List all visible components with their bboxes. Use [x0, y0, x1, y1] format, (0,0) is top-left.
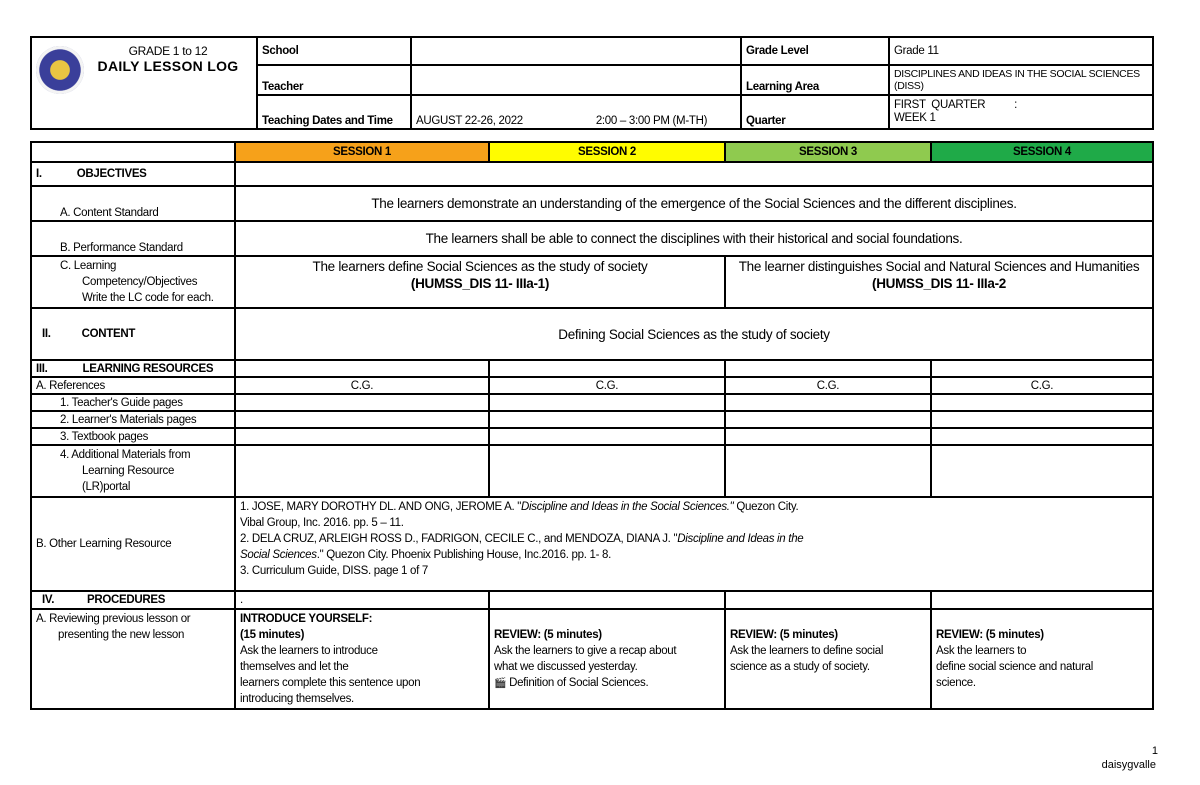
s4-line1: Ask the learners to [936, 645, 1027, 657]
tg-s2 [489, 394, 725, 411]
references-s4: C.G. [931, 377, 1153, 394]
lm-s4 [931, 411, 1153, 428]
content-value: Defining Social Sciences as the study of society [235, 308, 1153, 360]
other-resource-line3: 2. DELA CRUZ, ARLEIGH ROSS D., FADRIGON, CECILE C., and MENDOZA, DIANA J. "Discipline and Ideas in the [240, 533, 804, 545]
lc-label-line1: C. Learning [60, 260, 117, 272]
s3-line2: science as a study of society. [730, 661, 870, 673]
resources-s2 [489, 360, 725, 377]
lc-right-text: The learner distinguishes Social and Natural Sciences and Humanities [738, 259, 1140, 274]
lm-s2 [489, 411, 725, 428]
procedure-a-label [31, 609, 235, 709]
lc-left-text: The learners define Social Sciences as the study of society [312, 259, 648, 274]
objectives-num: I. [36, 168, 42, 180]
page-title: DAILY LESSON LOG [97, 58, 239, 74]
lc-left [235, 256, 725, 308]
am-line3: (LR)portal [82, 481, 131, 493]
deped-seal-icon [36, 46, 84, 94]
additional-materials-label [31, 445, 235, 497]
lc-left-code: (HUMSS_DIS 11- IIIa-1) [410, 276, 550, 291]
references-s3: C.G. [725, 377, 931, 394]
procedures-s4 [931, 591, 1153, 609]
s2-line3-text: Definition of Social Sciences. [509, 677, 649, 689]
s1-line2: themselves and let the [240, 661, 349, 673]
s2-line3 [494, 675, 720, 692]
content-standard-value: The learners demonstrate an understanding of the emergence of the Social Sciences and the different disciplines. [235, 186, 1153, 221]
learners-materials-label: 2. Learner's Materials pages [31, 411, 235, 428]
other-resource-line2: Vibal Group, Inc. 2016. pp. 5 – 11. [240, 517, 404, 529]
procedure-a-s2 [489, 609, 725, 709]
lc-label-line2: Competency/Objectives [82, 276, 198, 288]
s1-title: INTRODUCE YOURSELF: [240, 613, 373, 625]
references-s2: C.G. [489, 377, 725, 394]
resources-num: III. [36, 362, 48, 375]
objectives-blank [235, 162, 1153, 186]
s2-line2: what we discussed yesterday. [494, 661, 638, 673]
content-heading [31, 308, 235, 360]
grade-level-label: Grade Level [741, 37, 889, 65]
teachers-guide-label: 1. Teacher's Guide pages [31, 394, 235, 411]
grade-level-value: Grade 11 [889, 37, 1153, 65]
resources-s1 [235, 360, 489, 377]
resources-s4 [931, 360, 1153, 377]
s4-title: REVIEW: (5 minutes) [936, 629, 1044, 641]
learning-area-value: DISCIPLINES AND IDEAS IN THE SOCIAL SCIENCES (DISS) [889, 65, 1153, 95]
header-title-cell [31, 37, 257, 129]
resources-s3 [725, 360, 931, 377]
quarter-value: FIRST QUARTER : [894, 99, 1018, 111]
am-s2 [489, 445, 725, 497]
quarter-label: Quarter [741, 95, 889, 129]
other-resource-line4: Social Sciences." Quezon City. Phoenix Publishing House, Inc.2016. pp. 1- 8. [240, 549, 612, 561]
performance-standard-label: B. Performance Standard [31, 221, 235, 256]
resources-title: LEARNING RESOURCES [82, 362, 214, 375]
lc-right [725, 256, 1153, 308]
time-value: 2:00 – 3:00 PM (M-TH) [595, 115, 708, 127]
other-resource-label: B. Other Learning Resource [31, 497, 235, 591]
am-line1: 4. Additional Materials from [60, 449, 191, 461]
dates-cell [411, 95, 741, 129]
tb-s2 [489, 428, 725, 445]
session-2-header: SESSION 2 [489, 142, 725, 162]
s1-line3: learners complete this sentence upon [240, 677, 421, 689]
content-standard-label: A. Content Standard [31, 186, 235, 221]
other-resource-value [235, 497, 1153, 591]
tb-s4 [931, 428, 1153, 445]
references-s1: C.G. [235, 377, 489, 394]
clapperboard-icon: 🎬 [494, 678, 507, 689]
textbook-label: 3. Textbook pages [31, 428, 235, 445]
learning-area-label: Learning Area [741, 65, 889, 95]
dates-value: AUGUST 22-26, 2022 [416, 115, 523, 127]
performance-standard-value: The learners shall be able to connect the disciplines with their historical and social foundations. [235, 221, 1153, 256]
am-s4 [931, 445, 1153, 497]
am-s1 [235, 445, 489, 497]
s3-line1: Ask the learners to define social [730, 645, 884, 657]
grade-range: GRADE 1 to 12 [128, 44, 208, 58]
s1-time: (15 minutes) [240, 629, 305, 641]
procedures-s1: . [235, 591, 489, 609]
other-resource-line5: 3. Curriculum Guide, DISS. page 1 of 7 [240, 565, 429, 577]
session-1-header: SESSION 1 [235, 142, 489, 162]
session-3-header: SESSION 3 [725, 142, 931, 162]
session-4-header: SESSION 4 [931, 142, 1153, 162]
dates-label: Teaching Dates and Time [257, 95, 411, 129]
tg-s3 [725, 394, 931, 411]
teacher-label: Teacher [257, 65, 411, 95]
other-resource-line1: 1. JOSE, MARY DOROTHY DL. AND ONG, JEROME A. "Discipline and Ideas in the Social Sciences." Quezon City. [240, 501, 799, 513]
school-value [411, 37, 741, 65]
am-s3 [725, 445, 931, 497]
am-line2: Learning Resource [82, 465, 175, 477]
tb-s1 [235, 428, 489, 445]
s1-line4: introducing themselves. [240, 693, 354, 705]
procedures-heading [31, 591, 235, 609]
tg-s1 [235, 394, 489, 411]
objectives-title: OBJECTIVES [76, 168, 147, 180]
tb-s3 [725, 428, 931, 445]
lc-right-code: (HUMSS_DIS 11- IIIa-2 [872, 276, 1006, 291]
s2-title: REVIEW: (5 minutes) [494, 629, 602, 641]
s4-line3: science. [936, 677, 976, 689]
header-table [30, 36, 1154, 130]
school-label: School [257, 37, 411, 65]
procedures-title: PROCEDURES [87, 594, 166, 606]
references-label: A. References [31, 377, 235, 394]
lc-label [31, 256, 235, 308]
procedure-a-line1: A. Reviewing previous lesson or [36, 613, 191, 625]
s3-title: REVIEW: (5 minutes) [730, 629, 838, 641]
lesson-log-table [30, 141, 1154, 710]
quarter-cell [889, 95, 1153, 129]
footer-author: daisygvalle [1101, 759, 1156, 771]
objectives-heading [31, 162, 235, 186]
teacher-value [411, 65, 741, 95]
content-num: II. [42, 328, 51, 340]
procedures-num: IV. [42, 594, 55, 606]
s2-line1: Ask the learners to give a recap about [494, 645, 677, 657]
s4-line2: define social science and natural [936, 661, 1093, 673]
procedures-s3 [725, 591, 931, 609]
procedure-a-s4 [931, 609, 1153, 709]
procedures-s2 [489, 591, 725, 609]
week-value: WEEK 1 [894, 112, 936, 124]
session-header-blank [31, 142, 235, 162]
procedure-a-s1 [235, 609, 489, 709]
page-number: 1 [1151, 745, 1158, 757]
tg-s4 [931, 394, 1153, 411]
procedure-a-s3 [725, 609, 931, 709]
resources-heading [31, 360, 235, 377]
lc-label-line3: Write the LC code for each. [82, 292, 214, 304]
procedure-a-line2: presenting the new lesson [58, 629, 185, 641]
lm-s3 [725, 411, 931, 428]
content-title: CONTENT [81, 328, 136, 340]
s1-line1: Ask the learners to introduce [240, 645, 378, 657]
lm-s1 [235, 411, 489, 428]
